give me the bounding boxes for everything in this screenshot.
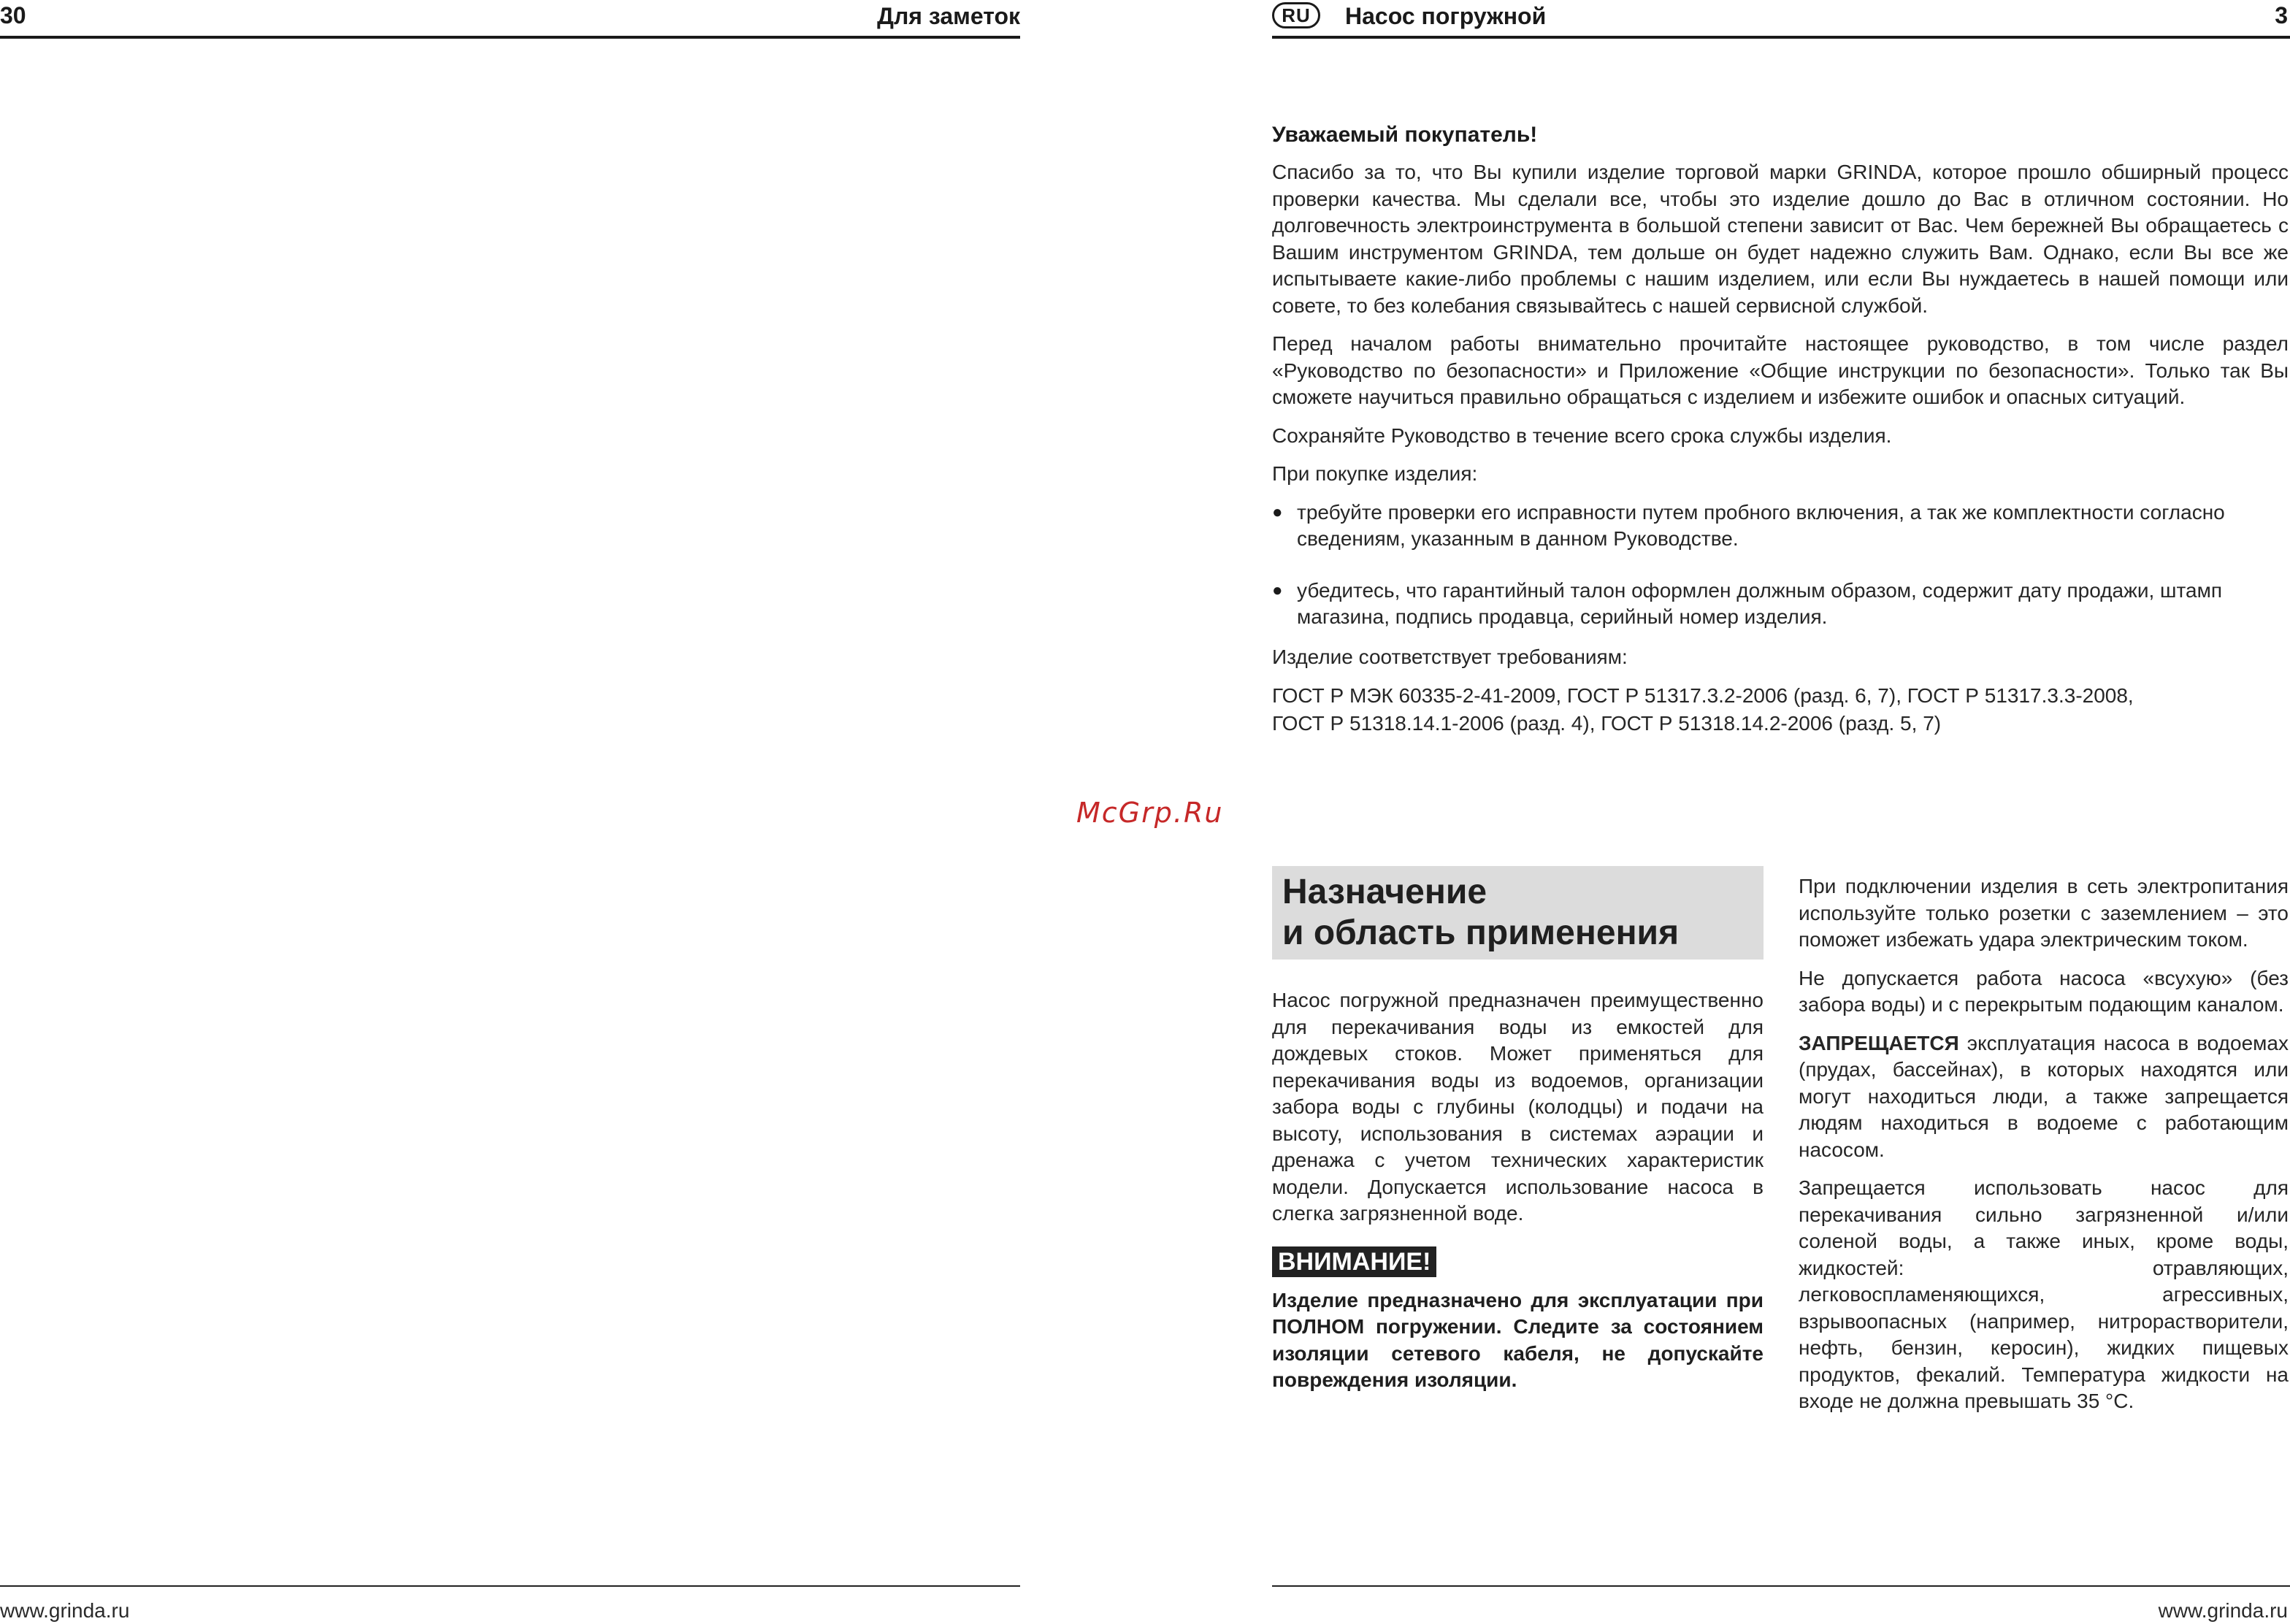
grounding-paragraph: При подключении изделия в сеть электропитания используйте только розетки с заземлением – это поможет избежать удара электрическим током. xyxy=(1799,875,2289,951)
section-heading-line: и область применения xyxy=(1282,914,1680,952)
list-item: ● убедитесь, что гарантийный талон оформлен должным образом, содержит дату продажи, штамп магазина, подпись продавца, серийный номер изделия. xyxy=(1272,578,2289,631)
right-footer-rule xyxy=(1272,1585,2290,1587)
right-page-title: Насос погружной xyxy=(1345,3,1547,29)
greeting-title: Уважаемый покупатель! xyxy=(1272,123,1538,147)
section-left-column xyxy=(1272,866,1764,1394)
right-page xyxy=(1271,0,2290,1624)
left-header-rule xyxy=(0,36,1020,39)
prohibition-paragraph xyxy=(1799,1030,2289,1164)
greeting-paragraph: Перед началом работы внимательно прочитайте настоящее руководство, в том числе раздел «Руководство по безопасности» и Приложение «Общие инструкции по безопасности». Только так Вы сможете научиться правильно обращаться с изделием и избежите ошибок и опасных ситуаций. xyxy=(1272,332,2289,408)
greeting-paragraph: При покупке изделия: xyxy=(1272,462,1478,485)
greeting-block xyxy=(1272,121,2289,738)
purchase-checklist xyxy=(1272,499,2289,631)
greeting-paragraph: Спасибо за то, что Вы купили изделие торговой марки GRINDA, которое прошло обширный процесс проверки качества. Мы сделали все, чтобы это изделие дошло до Вас в отличном состоянии. Но долговечность электроинструмента в большой степени зависит от Вас. Чем бережней Вы обращаетесь с Вашим инструментом GRINDA, тем дольше он будет надежно служить Вам. Однако, если Вы все же испытываете какие-либо проблемы с нашим изделием, или если Вы нуждаетесь в нашей помощи или совете, то без колебания связывайтесь с нашей сервисной службой. xyxy=(1272,161,2289,317)
compliance-standards xyxy=(1272,682,2289,738)
section-right-column xyxy=(1799,873,2289,1427)
compliance-title: Изделие соответствует требованиям: xyxy=(1272,645,1628,668)
section-intro: Насос погружной предназначен преимущественно для перекачивания воды из емкостей для дождевых стоков. Может применяться для перекачивания воды из водоемов, организации забора воды с глубины (колодцы) и подачи на высоту, использования в системах аэрации и дренажа с учетом технических характеристик модели. Допускается использование насоса в слегка загрязненной воде. xyxy=(1272,989,1764,1225)
greeting-paragraph: Сохраняйте Руководство в течение всего срока службы изделия. xyxy=(1272,424,1892,447)
section-heading xyxy=(1282,872,1753,954)
compliance-line: ГОСТ Р МЭК 60335-2-41-2009, ГОСТ Р 51317.3.2-2006 (разд. 6, 7), ГОСТ Р 51317.3.3-2008, xyxy=(1272,684,2134,707)
list-item: ● требуйте проверки его исправности путем пробного включения, а так же комплектности согласно сведениям, указанным в данном Руководстве. xyxy=(1272,499,2289,553)
right-header-rule xyxy=(1272,36,2290,39)
section-heading-box xyxy=(1272,866,1764,960)
right-page-number: 3 xyxy=(2275,2,2288,28)
left-footer-url[interactable]: www.grinda.ru xyxy=(0,1599,130,1622)
section-heading-line: Назначение xyxy=(1282,873,1487,911)
liquids-paragraph: Запрещается использовать насос для перекачивания сильно загрязненной и/или соленой воды, а также иных, кроме воды, жидкостей: отравляющих, легковоспламеняющихся, агрессивных, взрывоопасных (например, нитрорастворители, нефть, бензин, керосин), жидких пищевых продуктов, фекалий. Температура жидкости на входе не должна превышать 35 °С. xyxy=(1799,1176,2289,1412)
left-page xyxy=(0,0,1022,1624)
compliance-line: ГОСТ Р 51318.14.1-2006 (разд. 4), ГОСТ Р 51318.14.2-2006 (разд. 5, 7) xyxy=(1272,712,1942,735)
watermark: McGrp.Ru xyxy=(1076,797,1224,829)
warning-badge: ВНИМАНИЕ! xyxy=(1272,1246,1436,1277)
left-footer-rule xyxy=(0,1585,1020,1587)
left-page-number: 30 xyxy=(0,2,26,28)
warning-text: Изделие предназначено для эксплуатации при ПОЛНОМ погружении. Следите за состоянием изоляции сетевого кабеля, не допускайте повреждения изоляции. xyxy=(1272,1288,1764,1391)
dry-run-paragraph: Не допускается работа насоса «всухую» (без забора воды) и с перекрытым подающим каналом. xyxy=(1799,966,2289,1016)
left-page-title: Для заметок xyxy=(877,3,1020,29)
right-footer-url[interactable]: www.grinda.ru xyxy=(2158,1599,2288,1622)
prohibition-label: ЗАПРЕЩАЕТСЯ xyxy=(1799,1031,1959,1054)
language-badge: RU xyxy=(1272,2,1320,28)
prohibition-text: эксплуатация насоса в водоемах (прудах, бассейнах), в которых находятся или могут находиться люди, а также запрещается людям находиться в водоеме с работающим насосом. xyxy=(1799,1031,2289,1161)
